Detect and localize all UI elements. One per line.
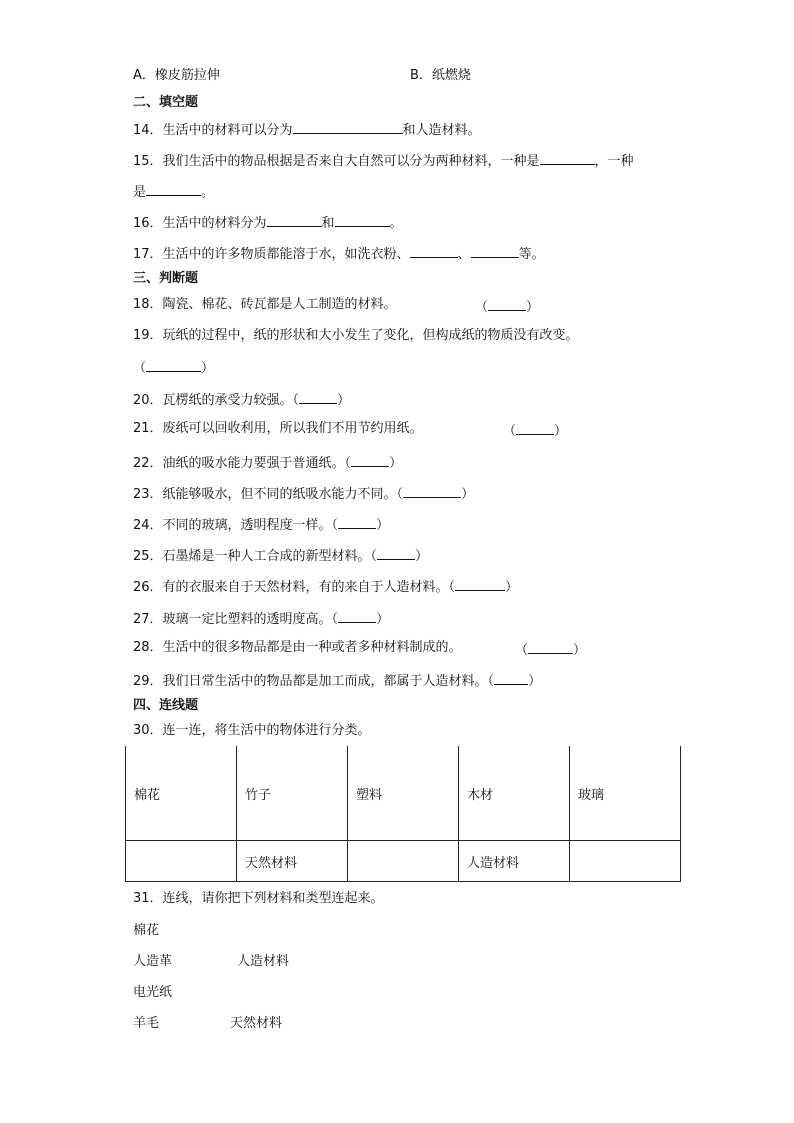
table-cell <box>126 841 237 882</box>
section-heading-fill-blank: 二、填空题 <box>133 95 199 110</box>
q15-blank-2[interactable] <box>146 181 201 196</box>
question-28: 28．生活中的很多物品都是由一种或者多种材料制成的。 <box>133 640 462 655</box>
paren-close: ） <box>528 674 542 689</box>
paren-close: ） <box>526 300 540 315</box>
q17-text-post: 等。 <box>518 247 545 262</box>
q16-blank-2[interactable] <box>335 212 390 227</box>
q18-answer-paren[interactable] <box>475 296 539 317</box>
q23-blank[interactable] <box>403 483 461 498</box>
q29-blank[interactable] <box>494 670 528 685</box>
q17-blank-1[interactable] <box>410 243 458 258</box>
q15-blank-1[interactable] <box>540 150 595 165</box>
paren-close: ） <box>505 580 519 595</box>
paren-open: （ <box>448 580 456 595</box>
table-cell: 塑料 <box>348 746 459 841</box>
match-item-right[interactable]: 人造材料 <box>237 954 290 969</box>
q15-text-line2-post: 。 <box>201 185 215 200</box>
question-31: 31．连线，请你把下列材料和类型连起来。 <box>133 891 384 906</box>
q15-text-mid: ，一种 <box>594 154 634 169</box>
question-25 <box>133 545 428 566</box>
q16-text-pre: 16．生活中的材料分为 <box>133 216 267 231</box>
q29-text: 29．我们日常生活中的物品都是加工而成，都属于人造材料。 <box>133 674 488 689</box>
paren-close: ） <box>389 456 403 471</box>
question-20 <box>133 389 350 410</box>
q22-blank[interactable] <box>351 452 389 467</box>
table-cell: 木材 <box>459 746 570 841</box>
section-heading-matching: 四、连线题 <box>133 698 199 713</box>
table-row <box>126 746 681 841</box>
q27-text: 27．玻璃一定比塑料的透明度高。 <box>133 612 332 627</box>
q19-blank[interactable] <box>146 357 201 372</box>
paren-close: ） <box>201 361 215 376</box>
question-23 <box>133 483 474 504</box>
q28-blank[interactable] <box>528 639 573 654</box>
q15-text-pre: 15．我们生活中的物品根据是否来自大自然可以分为两种材料，一种是 <box>133 154 540 169</box>
q20-blank[interactable] <box>299 389 337 404</box>
question-14 <box>133 119 481 140</box>
paren-close: ） <box>461 487 475 502</box>
question-24 <box>133 514 389 535</box>
q27-blank[interactable] <box>338 608 376 623</box>
match-item-left[interactable]: 羊毛 <box>133 1016 160 1031</box>
paren-open: （ <box>396 487 404 502</box>
question-29 <box>133 670 541 691</box>
q20-text: 20．瓦楞纸的承受力较强。 <box>133 393 293 408</box>
q14-blank[interactable] <box>293 119 403 134</box>
q25-blank[interactable] <box>377 545 415 560</box>
paren-open: （ <box>292 393 300 408</box>
match-item-left[interactable]: 人造革 <box>133 954 173 969</box>
question-15 <box>133 150 634 171</box>
paren-close: ） <box>337 393 351 408</box>
q17-text-pre: 17．生活中的许多物质都能溶于水，如洗衣粉、 <box>133 247 410 262</box>
q26-text: 26．有的衣服来自于天然材料，有的来自于人造材料。 <box>133 580 449 595</box>
q22-text: 22．油纸的吸水能力要强于普通纸。 <box>133 456 345 471</box>
question-15-line2 <box>133 181 214 202</box>
paren-open: （ <box>133 361 147 376</box>
table-row <box>126 841 681 882</box>
question-22 <box>133 452 402 473</box>
match-item-left[interactable]: 棉花 <box>133 923 160 938</box>
match-item-left[interactable]: 电光纸 <box>133 985 173 1000</box>
q17-text-mid: 、 <box>457 247 471 262</box>
paren-close: ） <box>376 518 390 533</box>
q14-text-post: 和人造材料。 <box>402 123 481 138</box>
table-cell: 竹子 <box>237 746 348 841</box>
q21-blank[interactable] <box>516 420 554 435</box>
q21-answer-paren[interactable] <box>503 420 567 441</box>
table-cell: 玻璃 <box>570 746 681 841</box>
table-cell <box>570 841 681 882</box>
table-cell: 人造材料 <box>459 841 570 882</box>
question-16 <box>133 212 403 233</box>
question-30: 30．连一连，将生活中的物体进行分类。 <box>133 723 371 738</box>
paren-open: （ <box>475 300 489 315</box>
paren-open: （ <box>487 674 495 689</box>
q16-blank-1[interactable] <box>267 212 322 227</box>
table-cell: 棉花 <box>126 746 237 841</box>
question-18: 18．陶瓷、棉花、砖瓦都是人工制造的材料。 <box>133 297 397 312</box>
paren-close: ） <box>554 424 568 439</box>
q30-classification-table <box>125 746 681 882</box>
q16-text-post: 。 <box>389 216 403 231</box>
q24-text: 24．不同的玻璃，透明程度一样。 <box>133 518 332 533</box>
paren-close: ） <box>415 549 429 564</box>
q19-answer-paren[interactable] <box>133 357 214 378</box>
match-item-right[interactable]: 天然材料 <box>230 1016 283 1031</box>
q13-option-b: B．纸燃烧 <box>410 68 471 83</box>
paren-close: ） <box>573 643 587 658</box>
paren-close: ） <box>376 612 390 627</box>
q25-text: 25．石墨烯是一种人工合成的新型材料。 <box>133 549 371 564</box>
question-19: 19．玩纸的过程中，纸的形状和大小发生了变化，但构成纸的物质没有改变。 <box>133 328 579 343</box>
q18-blank[interactable] <box>488 296 526 311</box>
paren-open: （ <box>344 456 352 471</box>
table-cell: 天然材料 <box>237 841 348 882</box>
question-17 <box>133 243 545 264</box>
q26-blank[interactable] <box>455 576 505 591</box>
question-21: 21．废纸可以回收利用，所以我们不用节约用纸。 <box>133 421 423 436</box>
q16-text-mid: 和 <box>321 216 335 231</box>
paren-open: （ <box>503 424 517 439</box>
paren-open: （ <box>370 549 378 564</box>
paren-open: （ <box>515 643 529 658</box>
q24-blank[interactable] <box>338 514 376 529</box>
table-cell <box>348 841 459 882</box>
question-27 <box>133 608 389 629</box>
paren-open: （ <box>331 518 339 533</box>
q17-blank-2[interactable] <box>471 243 519 258</box>
paren-open: （ <box>331 612 339 627</box>
q14-text-pre: 14．生活中的材料可以分为 <box>133 123 293 138</box>
q23-text: 23．纸能够吸水，但不同的纸吸水能力不同。 <box>133 487 397 502</box>
q13-option-a: A．橡皮筋拉伸 <box>133 68 220 83</box>
q15-text-line2-pre: 是 <box>133 185 147 200</box>
section-heading-true-false: 三、判断题 <box>133 271 199 286</box>
question-26 <box>133 576 518 597</box>
q28-answer-paren[interactable] <box>515 639 586 660</box>
